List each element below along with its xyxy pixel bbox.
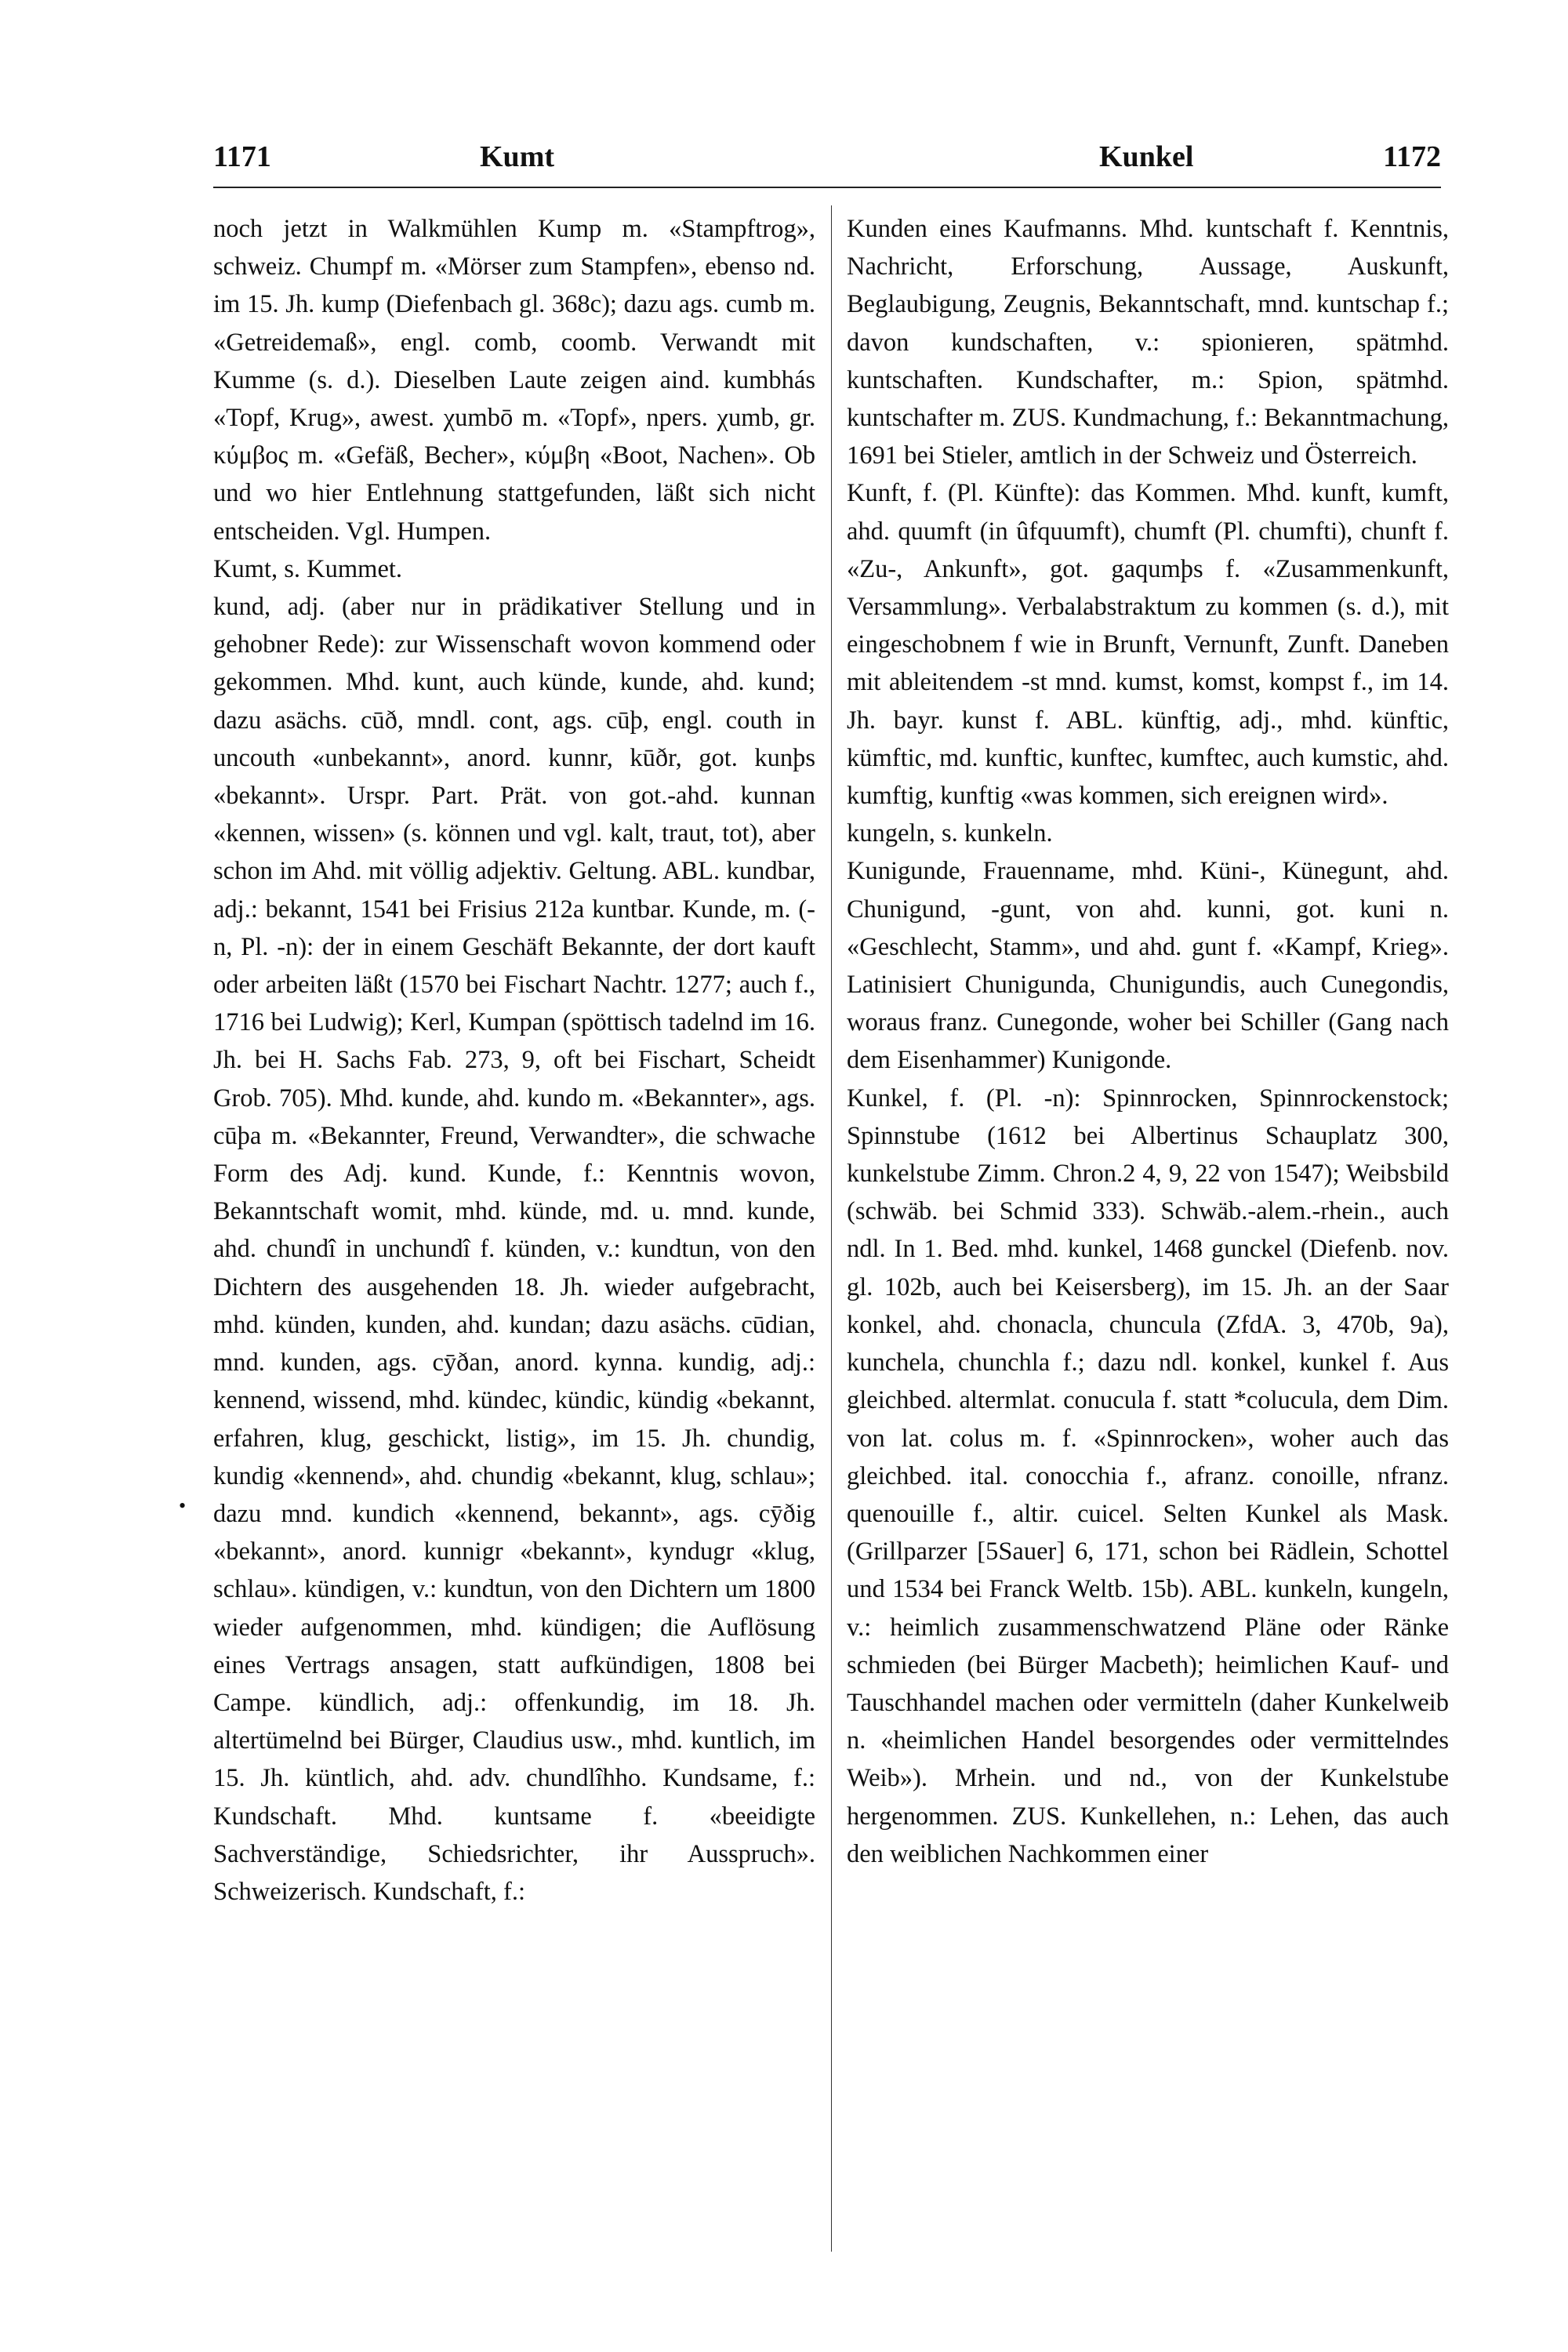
entry-kump-continuation: noch jetzt in Walkmühlen Kump m. «Stampftrog», schweiz. Chumpf m. «Mörser zum Stampfen», ebenso nd. im 15. Jh. kump (Diefenbach gl. 368c); dazu ags. cumb m. «Getreidemaß», engl. comb, coomb. Verwandt mit Kumme (s. d.). Dieselben Laute zeigen aind. kumbhás «Topf, Krug», awest. χumbō m. «Topf», npers. χumb, gr. κύμβος m. «Gefäß, Becher», κύμβη «Boot, Nachen». Ob und wo hier Entlehnung stattgefunden, läßt sich nicht entscheiden. Vgl. Humpen. xyxy=(213,215,815,546)
left-column xyxy=(213,210,815,1911)
entry-kunigunde: Kunigunde, Frauenname, mhd. Küni-, Künegunt, ahd. Chunigund, -gunt, von ahd. kunni, got. kuni n. «Geschlecht, Stamm», und ahd. gunt f. «Kampf, Krieg». Latinisiert Chunigunda, Chunigundis, auch Cunegondis, woraus franz. Cunegonde, woher bei Schiller (Gang nach dem Eisenhammer) Kunigonde. xyxy=(847,857,1449,1075)
margin-mark: • xyxy=(179,1494,187,1517)
entry-kundschaft-continuation: Kunden eines Kaufmanns. Mhd. kuntschaft f. Kenntnis, Nachricht, Erforschung, Aussage, Auskunft, Beglaubigung, Zeugnis, Bekanntschaft, mnd. kuntschap f.; davon kundschaften, v.: spionieren, spätmhd. kuntschaften. Kundschafter, m.: Spion, spätmhd. kuntschafter m. ZUS. Kundmachung, f.: Bekanntmachung, 1691 bei Stieler, amtlich in der Schweiz und Österreich. xyxy=(847,215,1449,470)
right-column xyxy=(847,210,1449,1873)
entry-kund: kund, adj. (aber nur in prädikativer Stellung und in gehobner Rede): zur Wissenschaft wovon kommend oder gekommen. Mhd. kunt, auch künde, kunde, ahd. kund; dazu asächs. cūð, mndl. cont, ags. cūþ, engl. couth in uncouth «unbekannt», anord. kunnr, kūðr, got. kunþs «bekannt». Urspr. Part. Prät. von got.-ahd. kunnan «kennen, wissen» (s. können und vgl. kalt, traut, tot), aber schon im Ahd. mit völlig adjektiv. Geltung. ABL. kundbar, adj.: bekannt, 1541 bei Frisius 212a kuntbar. Kunde, m. (-n, Pl. -n): der in einem Geschäft Bekannte, der dort kauft oder arbeiten läßt (1570 bei Fischart Nachtr. 1277; auch f., 1716 bei Ludwig); Kerl, Kumpan (spöttisch tadelnd im 16. Jh. bei H. Sachs Fab. 273, 9, oft bei Fischart, Scheidt Grob. 705). Mhd. kunde, ahd. kundo m. «Bekannter», ags. cūþa m. «Bekannter, Freund, Verwandter», die schwache Form des Adj. kund. Kunde, f.: Kenntnis wovon, Bekanntschaft womit, mhd. künde, md. u. mnd. kunde, ahd. chundî in unchundî f. künden, v.: kundtun, von den Dichtern des ausgehenden 18. Jh. wieder aufgebracht, mhd. künden, kunden, ahd. kundan; dazu asächs. cūdian, mnd. kunden, ags. cȳðan, anord. kynna. kundig, adj.: kennend, wissend, mhd. kündec, kündic, kündig «bekannt, erfahren, klug, geschickt, listig», im 15. Jh. chundig, kundig «kennend», ahd. chundig «bekannt, klug, schlau»; dazu mnd. kundich «kennend, bekannt», ags. cȳðig «bekannt», anord. kunnigr «bekannt», kyndugr «klug, schlau». kündigen, v.: kundtun, von den Dichtern um 1800 wieder aufgenommen, mhd. kündigen; die Auflösung eines Vertrags ansagen, statt aufkündigen, 1808 bei Campe. kündlich, adj.: offenkundig, im 18. Jh. altertümelnd bei Bürger, Claudius usw., mhd. kuntlich, im 15. Jh. küntlich, ahd. adv. chundlîhho. Kundsame, f.: Kundschaft. Mhd. kuntsame f. «beeidigte Sachverständige, Schiedsrichter, ihr Ausspruch». Schweizerisch. Kundschaft, f.: xyxy=(213,593,815,1906)
running-headword-right: Kunkel xyxy=(1099,140,1194,173)
entry-kunkel: Kunkel, f. (Pl. -n): Spinnrocken, Spinnrockenstock; Spinnstube (1612 bei Albertinus Schauplatz 300, kunkelstube Zimm. Chron.2 4, 9, 22 von 1547); Weibsbild (schwäb. bei Schmid 333). Schwäb.-alem.-rhein., auch ndl. In 1. Bed. mhd. kunkel, 1468 gunckel (Diefenb. nov. gl. 102b, auch bei Keisersberg), im 15. Jh. an der Saar konkel, ahd. chonacla, chuncula (ZfdA. 3, 470b, 9a), kunchela, chunchla f.; dazu ndl. konkel, kunkel f. Aus gleichbed. altermlat. conucula f. statt *colucula, dem Dim. von lat. colus m. f. «Spinnrocken», woher auch das gleichbed. ital. conocchia f., afranz. conoille, nfranz. quenouille f., altir. cuicel. Selten Kunkel als Mask. (Grillparzer [5Sauer] 6, 171, schon bei Rädlein, Schottel und 1534 bei Franck Weltb. 15b). ABL. kunkeln, kungeln, v.: heimlich zusammenschwatzend Pläne oder Ränke schmieden (bei Bürger Macbeth); heimlichen Kauf- und Tauschhandel machen oder vermitteln (daher Kunkelweib n. «heimlichen Handel besorgendes oder vermittelndes Weib»). Mrhein. und nd., von der Kunkelstube hergenommen. ZUS. Kunkellehen, n.: Lehen, das auch den weiblichen Nachkommen einer xyxy=(847,1083,1449,1868)
entry-kunft: Kunft, f. (Pl. Künfte): das Kommen. Mhd. kunft, kumft, ahd. quumft (in ûfquumft), chumft (Pl. chumfti), chunft f. «Zu-, Ankunft», got. gaqumþs f. «Zusammenkunft, Versammlung». Verbalabstraktum zu kommen (s. d.), mit eingeschobnem f wie in Brunft, Vernunft, Zunft. Daneben mit ableitendem -st mnd. kumst, komst, kompst f., im 14. Jh. bayr. kunst f. ABL. künftig, adj., mhd. künftic, kümftic, md. kunftic, kunftec, kumftec, auch kumstic, ahd. kumftig, kunftig «was kommen, sich ereignen wird». xyxy=(847,479,1449,811)
page-number-right: 1172 xyxy=(1383,140,1441,173)
entry-kumt: Kumt, s. Kummet. xyxy=(213,554,403,583)
header-rule xyxy=(213,187,1441,188)
page-header xyxy=(213,140,1441,190)
column-divider xyxy=(831,205,832,2252)
page-number-left: 1171 xyxy=(213,140,271,173)
running-headword-left: Kumt xyxy=(480,140,554,173)
entry-kungeln: kungeln, s. kunkeln. xyxy=(847,819,1053,848)
